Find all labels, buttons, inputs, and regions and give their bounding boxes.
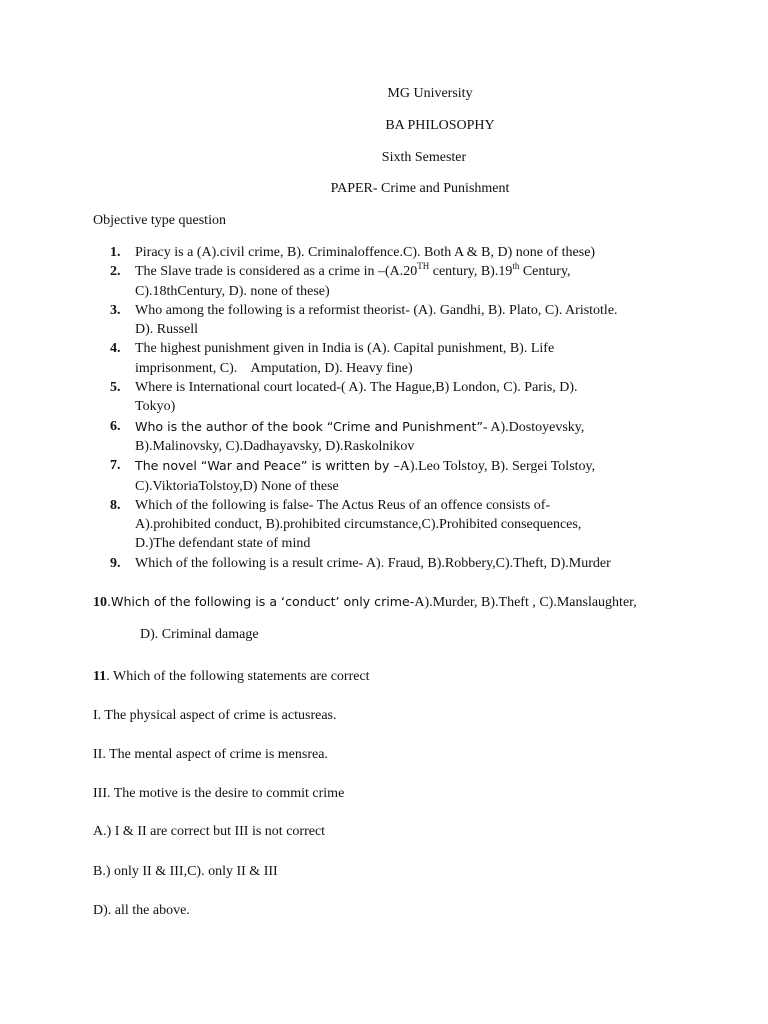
question-item [93, 378, 693, 417]
question-text-part: The novel “War and Peace” is written by – [135, 458, 400, 474]
question-text [135, 456, 693, 476]
question-number: 3. [110, 302, 121, 318]
question-text: Which of the following is false- The Actus Reus of an offence consists of- [135, 497, 551, 513]
question-number: 9. [110, 555, 121, 571]
question-text-part: .Which of the following is a ‘conduct’ only crime- [107, 594, 415, 609]
statement-3: III. The motive is the desire to commit crime [93, 786, 345, 801]
question-item [93, 417, 693, 457]
question-text-part: - A).Dostoyevsky, [483, 419, 585, 435]
question-number: 6. [110, 418, 121, 434]
question-text: B).Malinovsky, C).Dadhayavsky, D).Raskolnikov [135, 438, 415, 454]
question-text: C).18thCentury, D). none of these) [135, 283, 330, 299]
paper-title: PAPER- Crime and Punishment [330, 181, 510, 196]
question-text [135, 417, 693, 437]
question-item [93, 301, 693, 340]
option-b: B.) only II & III,C). only II & III [93, 864, 278, 879]
question-text: The highest punishment given in India is (A). Capital punishment, B). Life [135, 341, 555, 357]
option-d: D). all the above. [93, 903, 190, 918]
question-text-part: A).Leo Tolstoy, B). Sergei Tolstoy, [399, 459, 596, 475]
question-text: Who among the following is a reformist theorist- (A). Gandhi, B). Plato, C). Aristotle. [135, 302, 618, 318]
question-number: 11 [93, 669, 107, 684]
question-text: D.)The defendant state of mind [135, 536, 311, 552]
question-text: Which of the following is a result crime- A). Fraud, B).Robbery,C).Theft, D).Murder [135, 555, 611, 571]
superscript: TH [417, 260, 430, 271]
question-number: 7. [110, 458, 121, 474]
question-text: imprisonment, C). Amputation, D). Heavy fine) [135, 360, 413, 376]
section-heading: Objective type question [93, 213, 226, 228]
question-text-part: The Slave trade is considered as a crime in –(A.20 [135, 264, 418, 280]
question-11 [93, 669, 370, 685]
question-text-part: century, B).19 [429, 264, 513, 280]
question-text: A).prohibited conduct, B).prohibited circumstance,C).Prohibited consequences, [135, 517, 582, 533]
question-text: . Which of the following statements are correct [106, 669, 370, 684]
question-number: 4. [110, 341, 121, 357]
question-number: 10 [93, 595, 107, 610]
question-text: C).ViktoriaTolstoy,D) None of these [135, 478, 339, 494]
question-10-option-d: D). Criminal damage [140, 627, 259, 642]
question-number: 5. [110, 380, 121, 396]
course-title: BA PHILOSOPHY [385, 118, 495, 133]
question-text: D). Russell [135, 322, 198, 338]
question-text: Where is International court located-( A). The Hague,B) London, C). Paris, D). [135, 380, 578, 396]
statement-2: II. The mental aspect of crime is mensrea. [93, 747, 328, 762]
question-item [93, 554, 693, 573]
question-text: Tokyo) [135, 399, 176, 415]
question-text-part: Who is the author of the book “Crime and Punishment” [135, 418, 483, 434]
question-number: 1. [110, 245, 121, 260]
question-item [93, 456, 693, 496]
question-10 [93, 594, 637, 611]
question-item [93, 243, 693, 262]
question-item [93, 262, 693, 301]
question-number: 8. [110, 497, 121, 513]
question-text-part: A).Murder, B).Theft , C).Manslaughter, [414, 595, 637, 610]
question-text-part: Century, [519, 264, 571, 280]
semester-title: Sixth Semester [381, 150, 467, 165]
question-number: 2. [110, 264, 121, 280]
question-list [93, 243, 693, 573]
question-item [93, 339, 693, 378]
question-text [135, 262, 693, 281]
superscript: th [512, 260, 520, 271]
question-item [93, 496, 693, 554]
university-title: MG University [387, 86, 473, 101]
question-text: Piracy is a (A).civil crime, B). Criminaloffence.C). Both A & B, D) none of these) [135, 245, 596, 260]
option-a: A.) I & II are correct but III is not correct [93, 824, 326, 839]
statement-1: I. The physical aspect of crime is actusreas. [93, 708, 337, 723]
